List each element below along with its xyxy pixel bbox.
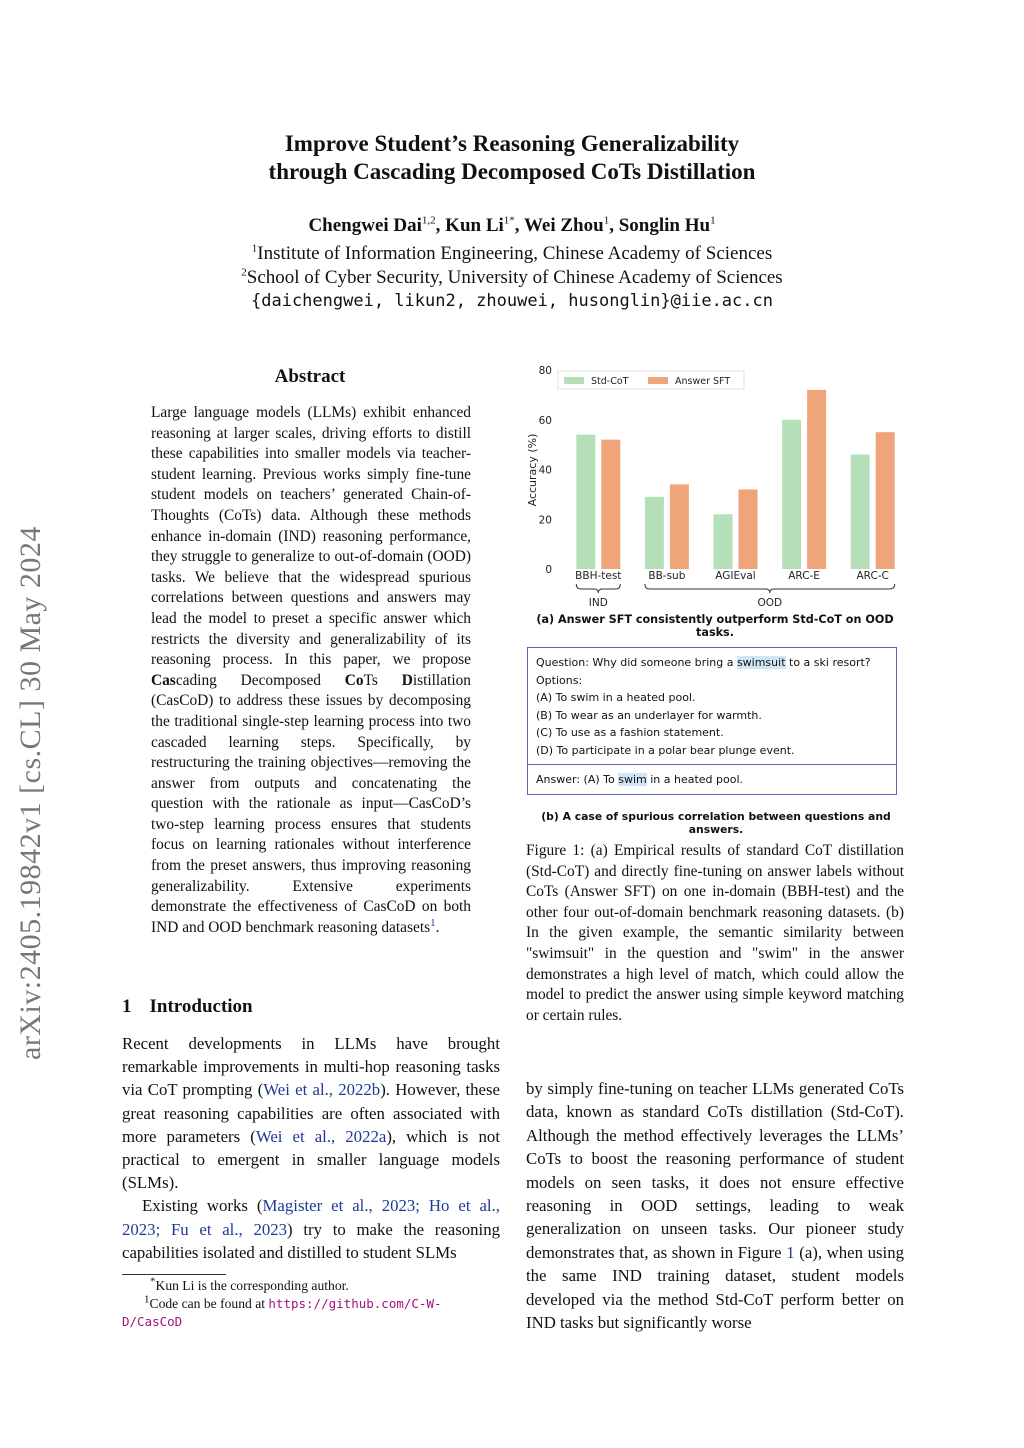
options-label: Options: xyxy=(536,673,583,687)
figure-1-caption: Figure 1: (a) Empirical results of standard CoT distillation (Std-CoT) and directly fine-tuning on answer labels without CoTs (Answer SFT) on one in-domain (BBH-test) and the other four out-of-domain benchmark reasoning datasets. (b) In the given example, the semantic similarity between "swimsuit" in the question and "swim" in the answer demonstrates a high level of match, which could allow the model to predict the answer using simple keyword matching or certain rules. xyxy=(526,842,904,1024)
affiliation-1: $^1$Institute of Information Engineering, Chinese Academy of Sciences xyxy=(251,242,773,264)
example-answer: Answer: (A) To swim in a heated pool. xyxy=(528,764,896,794)
example-caption: (b) A case of spurious correlation between questions and answers. xyxy=(541,810,891,836)
bar-answer-sft-bbh-test xyxy=(601,440,620,569)
bar-answer-sft-agieval xyxy=(739,489,758,569)
legend-label: Std-CoT xyxy=(591,376,629,387)
highlight-swimsuit: swimsuit xyxy=(736,656,786,669)
abstract-heading: Abstract xyxy=(274,366,346,387)
x-tick-label: AGIEval xyxy=(715,570,756,582)
legend-swatch xyxy=(648,377,668,384)
group-brace xyxy=(645,584,895,593)
highlight-swim: swim xyxy=(618,772,647,786)
figure-ref-link[interactable]: 1 xyxy=(786,1242,795,1262)
author-list xyxy=(0,214,1024,238)
author-emails: {daichengwei, likun2, zhouwei, husonglin}@iie.ac.cn xyxy=(251,291,773,311)
citation-link[interactable]: Magister et al., 2023; Ho et al., 2023; Fu et al., 2023 xyxy=(122,1196,500,1239)
bar-std-cot-arc-c xyxy=(851,455,870,569)
footnote-link-1[interactable]: 1 xyxy=(430,916,436,929)
bar-std-cot-bbh-test xyxy=(576,435,595,569)
y-tick-label: 0 xyxy=(545,564,552,576)
option-c: (C) To use as a fashion statement. xyxy=(536,726,724,740)
footnote-code: $^1$Code can be found at https://github.com/C-W-D/CasCoD xyxy=(122,1293,442,1329)
right-column-body: by simply fine-tuning on teacher LLMs generated CoTs data, known as standard CoTs distillation (Std-CoT). Although the method effectively leverages the LLMs’ CoTs to boost the reasoning performance of student models on seen tasks, it does not ensure effective reasoning in OOD settings, leading to weak generalization on unseen tasks. Our pioneer study demonstrates that, as shown in Figure 1 (a), when using the same IND training dataset, student models developed via the method Std-CoT perform better on IND tasks but significantly worse xyxy=(526,1079,904,1333)
title-line-1: Improve Student’s Reasoning Generalizability xyxy=(284,131,740,156)
bar-std-cot-bb-sub xyxy=(645,497,664,569)
bar-std-cot-agieval xyxy=(714,514,733,569)
citation-link[interactable]: Wei et al., 2022a xyxy=(255,1126,387,1146)
group-label: OOD xyxy=(757,597,783,609)
code-url-link[interactable]: https://github.com/C-W-D/CasCoD xyxy=(122,1296,442,1329)
footnote-divider xyxy=(122,1274,226,1275)
accuracy-bar-chart xyxy=(522,360,912,615)
example-question-block xyxy=(528,648,896,764)
example-question: Question: Why did someone bring a swimsuit to a ski resort? xyxy=(536,656,871,669)
introduction-body xyxy=(122,1032,500,1264)
option-d: (D) To participate in a polar bear plunge event. xyxy=(536,743,795,757)
y-axis-label: Accuracy (%) xyxy=(526,433,539,507)
title-line-2: through Cascading Decomposed CoTs Distillation xyxy=(268,159,756,184)
footnotes xyxy=(122,1277,500,1331)
abstract-body: Large language models (LLMs) exhibit enhanced reasoning at larger scales, driving efforts to distill these capabilities into smaller models via teacher-student learning. Previous works simply fine-tune student models on teachers’ generated Chain-of-Thoughts (CoTs) data. Although these methods enhance in-domain (IND) reasoning performance, they struggle to generalize to out-of-domain (OOD) tasks. We believe that the widespread spurious correlations between questions and answers may lead the model to preset a specific answer which restricts the diversity and generalizability of its reasoning process. In this paper, we propose Cascading Decomposed CoTs Distillation (CasCoD) to address these issues by decomposing the traditional single-step learning process into two cascaded learning steps. Specifically, by restructuring the training objectives—removing the answer from outputs and concatenating the question with the rationale as input—CasCoD’s two-step learning process ensures that students focus on learning rationales without interference from the preset answers, thus improving reasoning generalizability. Extensive experiments demonstrate the effectiveness of CasCoD on both IND and OOD benchmark reasoning datasets$^1$. xyxy=(151,404,471,936)
option-a: (A) To swim in a heated pool. xyxy=(536,691,696,705)
arxiv-stamp: arXiv:2405.19842v1 [cs.CL] 30 May 2024 xyxy=(14,526,47,1060)
author-3: Wei Zhou$^1$, xyxy=(523,214,619,236)
bar-answer-sft-arc-e xyxy=(807,390,826,569)
y-tick-label: 80 xyxy=(538,365,552,377)
legend-label: Answer SFT xyxy=(675,376,731,387)
x-tick-label: ARC-C xyxy=(856,570,889,582)
intro-paragraph-2: Existing works (Magister et al., 2023; Ho et al., 2023; Fu et al., 2023) try to make the reasoning capabilities isolated and distilled to student SLMs xyxy=(122,1196,500,1262)
option-b: (B) To wear as an underlayer for warmth. xyxy=(536,708,762,722)
example-box xyxy=(527,647,897,795)
section-heading-introduction: 1 Introduction xyxy=(122,996,253,1017)
intro-paragraph-1: Recent developments in LLMs have brought remarkable improvements in multi-hop reasoning tasks via CoT prompting (Wei et al., 2022b). However, these great reasoning capabilities are often associated with more parameters (Wei et al., 2022a), which is not practical to emergent in smaller language models (SLMs). xyxy=(122,1034,500,1193)
group-label: IND xyxy=(588,597,608,609)
affiliation-2: $^2$School of Cyber Security, University of Chinese Academy of Sciences xyxy=(241,266,783,288)
footnote-corresponding: *Kun Li is the corresponding author. xyxy=(150,1275,349,1293)
group-brace xyxy=(576,584,620,593)
bar-answer-sft-bb-sub xyxy=(670,484,689,569)
x-tick-label: BB-sub xyxy=(648,570,686,582)
y-tick-label: 40 xyxy=(538,464,552,477)
chart-caption: (a) Answer SFT consistently outperform Std-CoT on OOD tasks. xyxy=(536,613,894,639)
author-1: Chengwei Dai$^{1,2}$, xyxy=(308,214,446,236)
x-tick-label: ARC-E xyxy=(788,570,820,582)
y-tick-label: 20 xyxy=(538,514,552,527)
bar-std-cot-arc-e xyxy=(782,420,801,569)
paper-title xyxy=(0,130,1024,186)
y-tick-label: 60 xyxy=(538,414,552,427)
author-4: Songlin Hu$^1$ xyxy=(618,214,716,236)
legend-swatch xyxy=(564,377,584,384)
citation-link[interactable]: Wei et al., 2022b xyxy=(263,1080,381,1100)
x-tick-label: BBH-test xyxy=(575,570,622,582)
author-2: Kun $Li^{1*}$, xyxy=(445,214,524,236)
bar-answer-sft-arc-c xyxy=(876,432,895,569)
